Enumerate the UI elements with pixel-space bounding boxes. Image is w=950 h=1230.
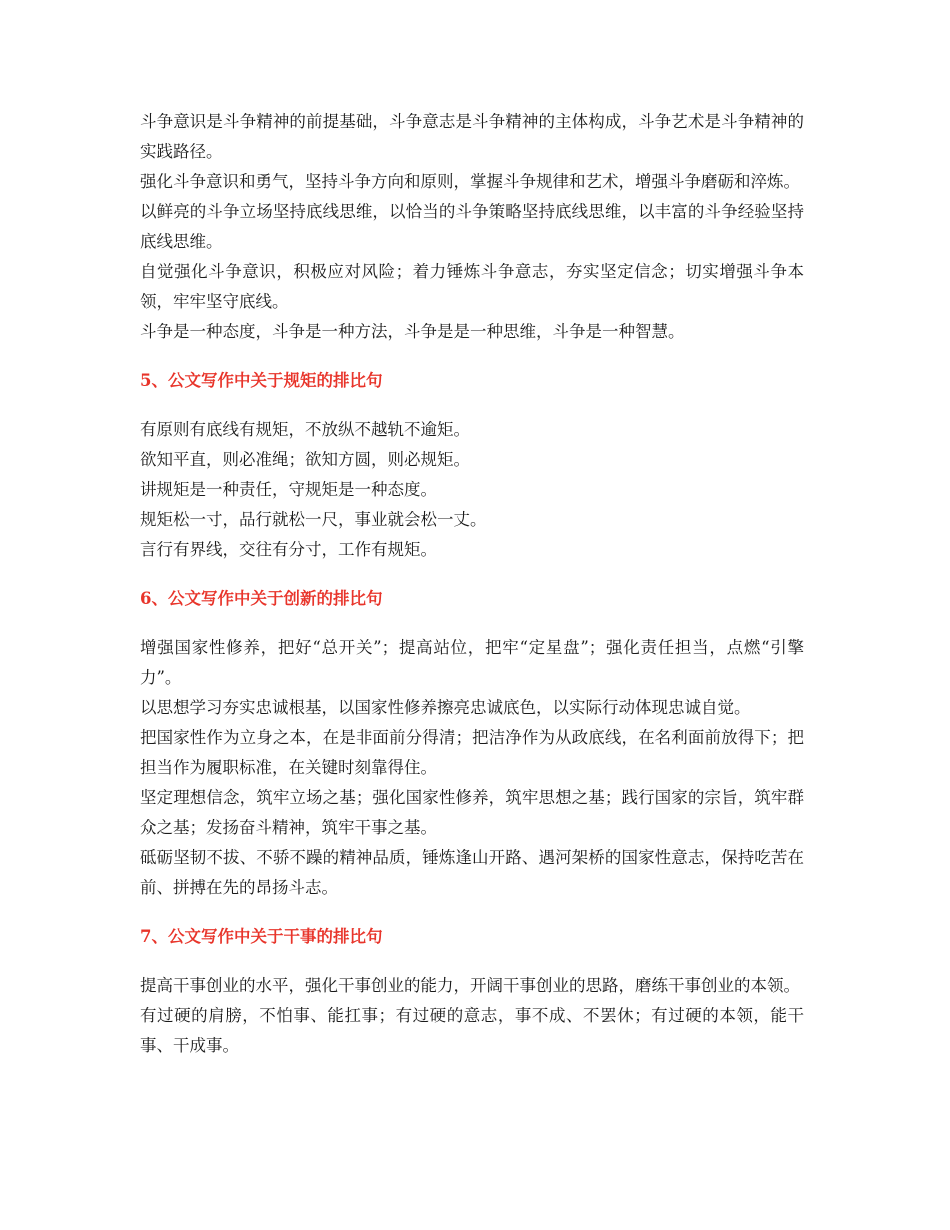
innovation-section: [140, 633, 804, 903]
paragraph: 以鲜亮的斗争立场坚持底线思维，以恰当的斗争策略坚持底线思维，以丰富的斗争经验坚持底线思维。: [140, 202, 804, 251]
rules-section: [140, 415, 804, 565]
paragraph: 欲知平直，则必准绳；欲知方圆，则必规矩。: [140, 450, 470, 469]
paragraph: 斗争是一种态度，斗争是一种方法，斗争是是一种思维，斗争是一种智慧。: [140, 322, 685, 341]
paragraph: 把国家性作为立身之本，在是非面前分得清；把洁净作为从政底线，在名利面前放得下；把担当作为履职标准，在关键时刻靠得住。: [140, 728, 804, 777]
paragraph: 提高干事创业的水平，强化干事创业的能力，开阔干事创业的思路，磨练干事创业的本领。: [140, 976, 800, 995]
paragraph: 增强国家性修养，把好“总开关”；提高站位，把牢“定星盘”；强化责任担当，点燃“引擎力”。: [140, 638, 804, 687]
section-heading-work: 7、公文写作中关于干事的排比句: [140, 927, 383, 946]
section-heading-innovation: 6、公文写作中关于创新的排比句: [140, 589, 383, 608]
paragraph: 强化斗争意识和勇气，坚持斗争方向和原则，掌握斗争规律和艺术，增强斗争磨砺和淬炼。: [140, 172, 800, 191]
paragraph: 坚定理想信念，筑牢立场之基；强化国家性修养，筑牢思想之基；践行国家的宗旨，筑牢群众之基；发扬奋斗精神，筑牢干事之基。: [140, 788, 804, 837]
paragraph: 砥砺坚韧不拔、不骄不躁的精神品质，锤炼逢山开路、遇河架桥的国家性意志，保持吃苦在前、拼搏在先的昂扬斗志。: [140, 848, 804, 897]
intro-section: [140, 0, 804, 347]
work-section: [140, 971, 804, 1061]
paragraph: 有原则有底线有规矩，不放纵不越轨不逾矩。: [140, 420, 470, 439]
paragraph: 以思想学习夯实忠诚根基，以国家性修养擦亮忠诚底色，以实际行动体现忠诚自觉。: [140, 698, 751, 717]
paragraph: 讲规矩是一种责任，守规矩是一种态度。: [140, 480, 437, 499]
paragraph: 规矩松一寸，品行就松一尺，事业就会松一丈。: [140, 510, 487, 529]
paragraph: 言行有界线，交往有分寸，工作有规矩。: [140, 540, 437, 559]
paragraph: 斗争意识是斗争精神的前提基础，斗争意志是斗争精神的主体构成，斗争艺术是斗争精神的实践路径。: [140, 112, 804, 161]
section-heading-rules: 5、公文写作中关于规矩的排比句: [140, 371, 383, 390]
document-page: [140, 0, 804, 1061]
paragraph: 自觉强化斗争意识，积极应对风险；着力锤炼斗争意志，夯实坚定信念；切实增强斗争本领，牢牢坚守底线。: [140, 262, 804, 311]
paragraph: 有过硬的肩膀，不怕事、能扛事；有过硬的意志，事不成、不罢休；有过硬的本领，能干事、干成事。: [140, 1006, 804, 1055]
